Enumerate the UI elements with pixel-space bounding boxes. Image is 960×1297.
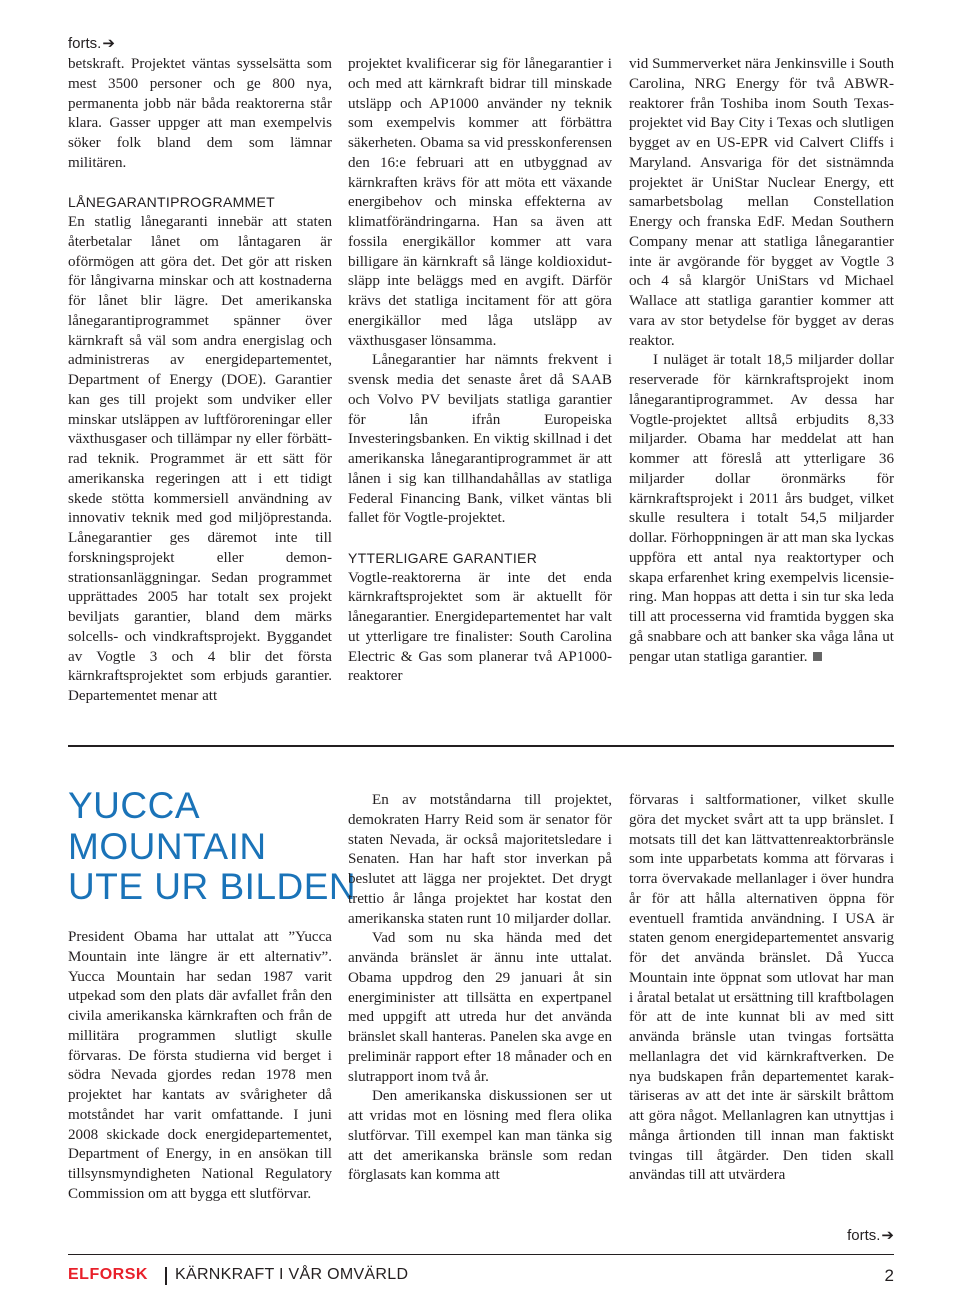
paragraph-text: I nuläget är totalt 18,5 miljarder dollar reserverade för kärnkraftsprojekt inom lånegarantiprogrammet. Av dessa har Vogtle-projektet alltså erbjudits 8,33 miljarder. Obama har meddelat att han kommer att föreslå att ytterligare 36 miljarder dollar öronmärks för kärnkraftsprojekt i 2011 års budget, vilket skulle resultera i totalt 54,5 miljarder dollar. Förhoppningen är att man ska lyckas uppföra ett antal nya reaktortyper och skapa erfarenhet kring exempelvis licensiering. Man hoppas att detta i sin tur ska leda till att processerna vid framtida byggen ska gå snabbare och att banker ska våga låna ut pengar utan statliga garantier. [629, 352, 894, 665]
paragraph-last [629, 351, 894, 667]
paragraph: Vad som nu ska hända med det använda bränslet är ännu inte uttalat. Obama uppdrog den 29 januari åt sin energiminister att tillsätta en expertpanel med uppgift att utreda hur det använda bränslet skall hanteras. Panelen ska avge en preliminär rapport efter 18 månader och en slutrapport inom två år. [348, 930, 612, 1085]
paragraph: vid Summerverket nära Jenkinsville i South Carolina, NRG Energy för två ABWR-reaktorer från Toshiba inom South Texas-projektet vid Bay City i Texas och slutligen bygget av en US-EPR vid Calvert Cliffs i Maryland. Ansvariga för det sistnämnda projektet är UniStar Nuclear Energy, ett samarbetsbolag mellan Constellation Energy och franska EdF. Medan Southern Company menar att statliga lånegarantier inte är avgörande för bygget av Vogtle 3 och 4 så klargör UniStars vd Michael Wallace att statliga garantier kommer att vara av stor betydelse för bygget av deras reaktor. [629, 56, 894, 349]
square-end-icon [813, 652, 822, 661]
page-number: 2 [884, 1266, 894, 1285]
box-top-divider [68, 745, 894, 747]
box-title-line-2: MOUNTAIN [68, 825, 267, 867]
article-column-2 [348, 55, 612, 687]
subheading-lanegarantiprogrammet: LÅNEGARANTIPROGRAMMET [68, 194, 275, 211]
continued-label: forts. [68, 35, 102, 52]
continued-marker-bottom [847, 1226, 894, 1244]
box-title-line-3: UTE UR BILDEN [68, 866, 357, 907]
paragraph: Lånegarantier har nämnts frekvent i svensk media det senaste året då SAAB och Volvo PV beviljats statliga garantier för lån ifrån Europeiska Investeringsbanken. En viktig skillnad i det amerikanska lånegarantiprogrammet är att lånen i sig kan tillhandahållas av statliga Federal Financing Bank, vilket väntas bli fallet för Vogtle-projektet. [348, 352, 612, 527]
paragraph: Vogtle-reaktorerna är inte det enda kärnkraftsprojektet som är aktuellt för lånegarantier. Energidepartementet har valt ut ytterligare tre finalister: South Carolina Electric & Gas som planerar två AP1000-reaktorer [348, 569, 612, 685]
box-title-line-1: YUCCA [68, 785, 201, 826]
box-column-1 [68, 928, 332, 1205]
section-name: KÄRNKRAFT I VÅR OMVÄRLD [175, 1266, 409, 1283]
arrow-right-icon: ➔ [102, 35, 115, 52]
paragraph: projektet kvalificerar sig för lånegarantier i och med att kärnkraft bidrar till minskade utsläpp och AP1000 använder ny teknik som exempelvis kommer att förbättra säkerheten. Obama sa vid presskonferensen den 16:e februari att en utbyggnad av kärnkraften krävs för att möta ett växande energibehov och minska effekterna av klimatförändringarna. Han sa även att fossila energikällor kommer att vara billigare än kärnkraft så länge koldioxidutsläpp inte beläggs med en avgift. Därför krävs det statliga incitament för att göra energikällor med låga utsläpp av växthusgaser lönsamma. [348, 56, 612, 349]
continued-marker-top [68, 34, 115, 52]
page-footer [68, 1266, 894, 1288]
box-title [68, 786, 356, 908]
paragraph: En av motståndarna till projektet, demokraten Harry Reid som är senator för staten Nevada, är också majoritetsledare i Senaten. Han har haft stor inverkan på beslutet att lägga ner projektet. Det drygt trettio år långa projektet har kostat den amerikanska staten runt 10 miljarder dollar. [348, 792, 612, 927]
paragraph: betskraft. Projektet väntas sysselsätta som mest 3500 personer och ge 800 nya, permanenta jobb när båda reaktorerna står klara. Gasser uppger att man exempelvis söker folk bland dem som lämnar militären. [68, 56, 332, 171]
article-column-3 [629, 55, 894, 667]
arrow-right-icon: ➔ [881, 1227, 894, 1244]
continued-label: forts. [847, 1227, 881, 1244]
box-column-3 [629, 791, 894, 1186]
subheading-ytterligare-garantier: YTTERLIGARE GARANTIER [348, 549, 538, 566]
paragraph: Den amerikanska diskussionen ser ut att vridas mot en lösning med flera olika slutförvar. Till exempel kan man tänka sig att det amerikanska bränsle som redan förglasats kan komma att [348, 1088, 612, 1184]
paragraph: förvaras i saltformationer, vilket skulle göra det mycket svårt att ta upp bränslet. I motsats till det kan lättvattenreaktorbränsle som inte upparbetats komma att förvaras i torra övervakade mellanlager i över hundra år för att hålla alternativen öppna för eventuell framtida användning. I USA är staten genom energidepartementet ansvarig för det använda bränslet. Då Yucca Mountain inte öppnat som utlovat har man i åratal betalat ut ersättning till kraftbolagen för att de inte kunnat bli av med sitt använda bränsle utan tvingas fortsätta mellanlagra det vid kärnkraftverken. De nya budskapen från departementet karaktäriseras av att det inte är särskilt bråttom att göra något. Mellanlagren kan utnyttjas i många årtionden till innan man faktiskt tvingas till åtgärder. Den tiden skall användas till att utvärdera [629, 792, 894, 1184]
paragraph: En statlig lånegaranti innebär att staten återbetalar lånet om låntagaren är oförmögen att göra det. Det gör att risken för långivarna minskar och att kostnaderna för lånet blir lägre. Det amerikanska lånegarantiprogrammet spänner över kärnkraft så väl som andra energislag och administreras av energidepartementet, Department of Energy (DOE). Garantier kan ges till projekt som undviker eller minskar utsläppen av luftföroreningar eller växthusgaser och tillämpar ny eller förbättrad teknik. Programmet är ett sätt för amerikanska regeringen att i ett tidigt skede stötta kommersiell användning av innovativ teknik med god miljöprestanda. Lånegarantier ges däremot inte till forskningsprojekt eller demonstrationsanläggningar. Sedan programmet upprättades 2005 har totalt sex projekt beviljats garantier, bland dem märks solcells- och vindkraftsprojekt. Byggandet av Vogtle 3 och 4 blir det första kärnkraftsprojektet som erbjuds garantier. Departementet menar att [68, 214, 332, 704]
box-column-2 [348, 791, 612, 1186]
footer-divider [68, 1254, 894, 1255]
footer-separator [165, 1267, 167, 1285]
paragraph: President Obama har uttalat att ”Yucca Mountain inte längre är ett alternativ”. Yucca Mountain har sedan 1987 varit utpekad som den plats där avfallet från den civila amerikanska kärnkraften och från de millitära programmen slutligt skulle förvaras. De första studierna vid berget i södra Nevada gjordes redan 1978 men projektet har kantats av svårigheter då motståndet har varit omfattande. I juni 2008 skickade dock energidepartementet, Department of Energy, in en ansökan till tillsynsmyndigheten National Regulatory Commission om att bygga ett slutförvar. [68, 929, 332, 1202]
brand-logo: ELFORSK [68, 1266, 148, 1283]
article-column-1 [68, 55, 332, 707]
